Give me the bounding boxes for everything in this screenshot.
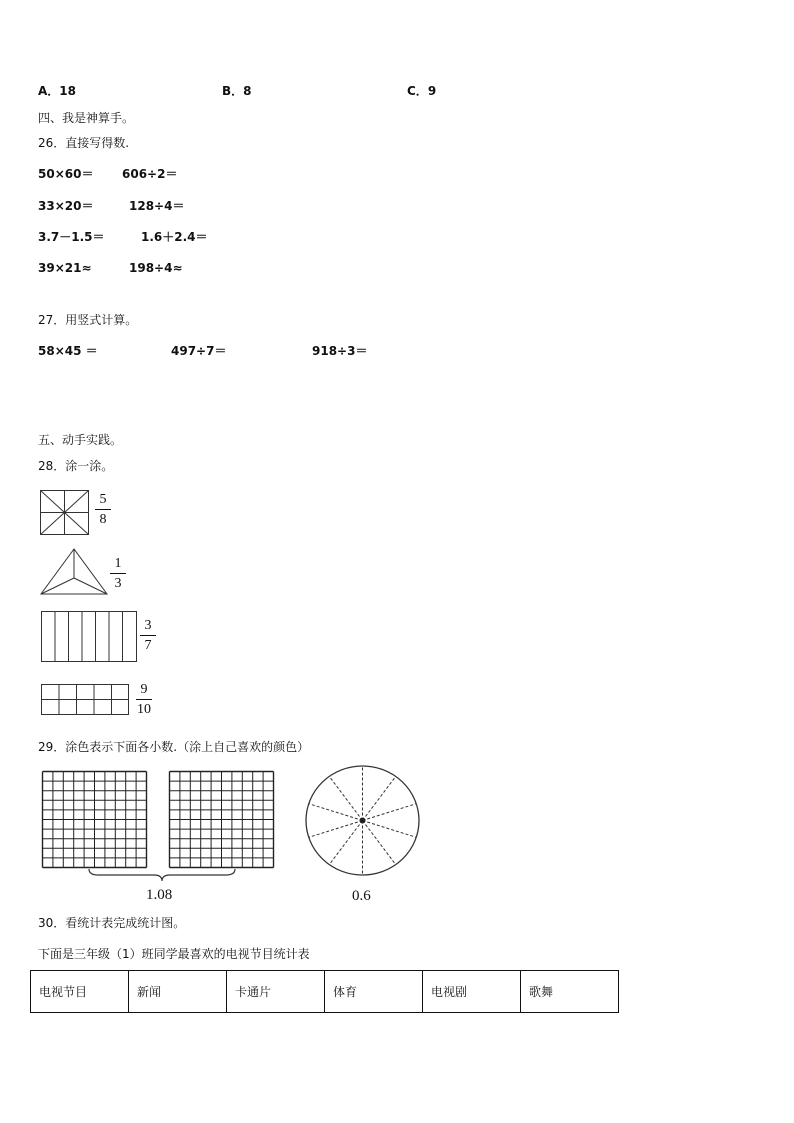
table-header-cell: 新闻 [129,971,227,1013]
rectangle-sevenths-figure [41,611,137,663]
q26-expr-3b: 1.6＋2.4＝ [141,230,208,244]
q27-item-3: 918÷3＝ [312,344,368,358]
q26-expr-2b: 128÷4＝ [129,199,185,213]
grid-tenths-figure [41,684,130,716]
q26-expr-4a: 39×21≈ [38,261,92,275]
q26-expr-1a: 50×60＝ [38,167,94,181]
circle-tenths-figure [305,765,421,877]
fraction-3-7: 3 7 [140,618,156,654]
table-header-cell: 卡通片 [227,971,325,1013]
table-header-cell: 电视剧 [423,971,521,1013]
hundred-grid-2 [169,771,275,869]
option-a: A．18 [38,84,76,98]
option-c: C．9 [407,84,437,98]
q30-title: 30．看统计表完成统计图。 [38,916,186,930]
table-row [31,971,619,1013]
q26-expr-1b: 606÷2＝ [122,167,178,181]
q26-title: 26．直接写得数. [38,136,130,150]
q27-item-2: 497÷7＝ [171,344,227,358]
q26-expr-2a: 33×20＝ [38,199,94,213]
fraction-5-8: 5 8 [95,492,111,528]
option-b: B．8 [222,84,252,98]
q27-item-1: 58×45 ＝ [38,344,98,358]
square-eighths-figure [40,490,90,536]
table-header-cell: 电视节目 [31,971,129,1013]
q27-title: 27．用竖式计算。 [38,313,138,327]
tv-program-table [30,970,619,1013]
fraction-1-3: 1 3 [110,556,126,592]
table-header-cell: 歌舞 [521,971,619,1013]
q26-expr-3a: 3.7－1.5＝ [38,230,105,244]
table-caption: 下面是三年级（1）班同学最喜欢的电视节目统计表 [38,947,310,961]
q26-expr-4b: 198÷4≈ [129,261,183,275]
q29-title: 29．涂色表示下面各小数.（涂上自己喜欢的颜色） [38,740,310,754]
section-4-title: 四、我是神算手。 [38,111,135,125]
triangle-thirds-figure [40,548,108,596]
label-1-08: 1.08 [146,887,173,903]
hundred-grid-1 [42,771,148,869]
fraction-9-10: 9 10 [137,682,151,717]
table-header-cell: 体育 [325,971,423,1013]
q28-title: 28．涂一涂。 [38,459,114,473]
section-5-title: 五、动手实践。 [38,433,123,447]
label-0-6: 0.6 [352,888,371,904]
brace-icon [88,868,236,882]
